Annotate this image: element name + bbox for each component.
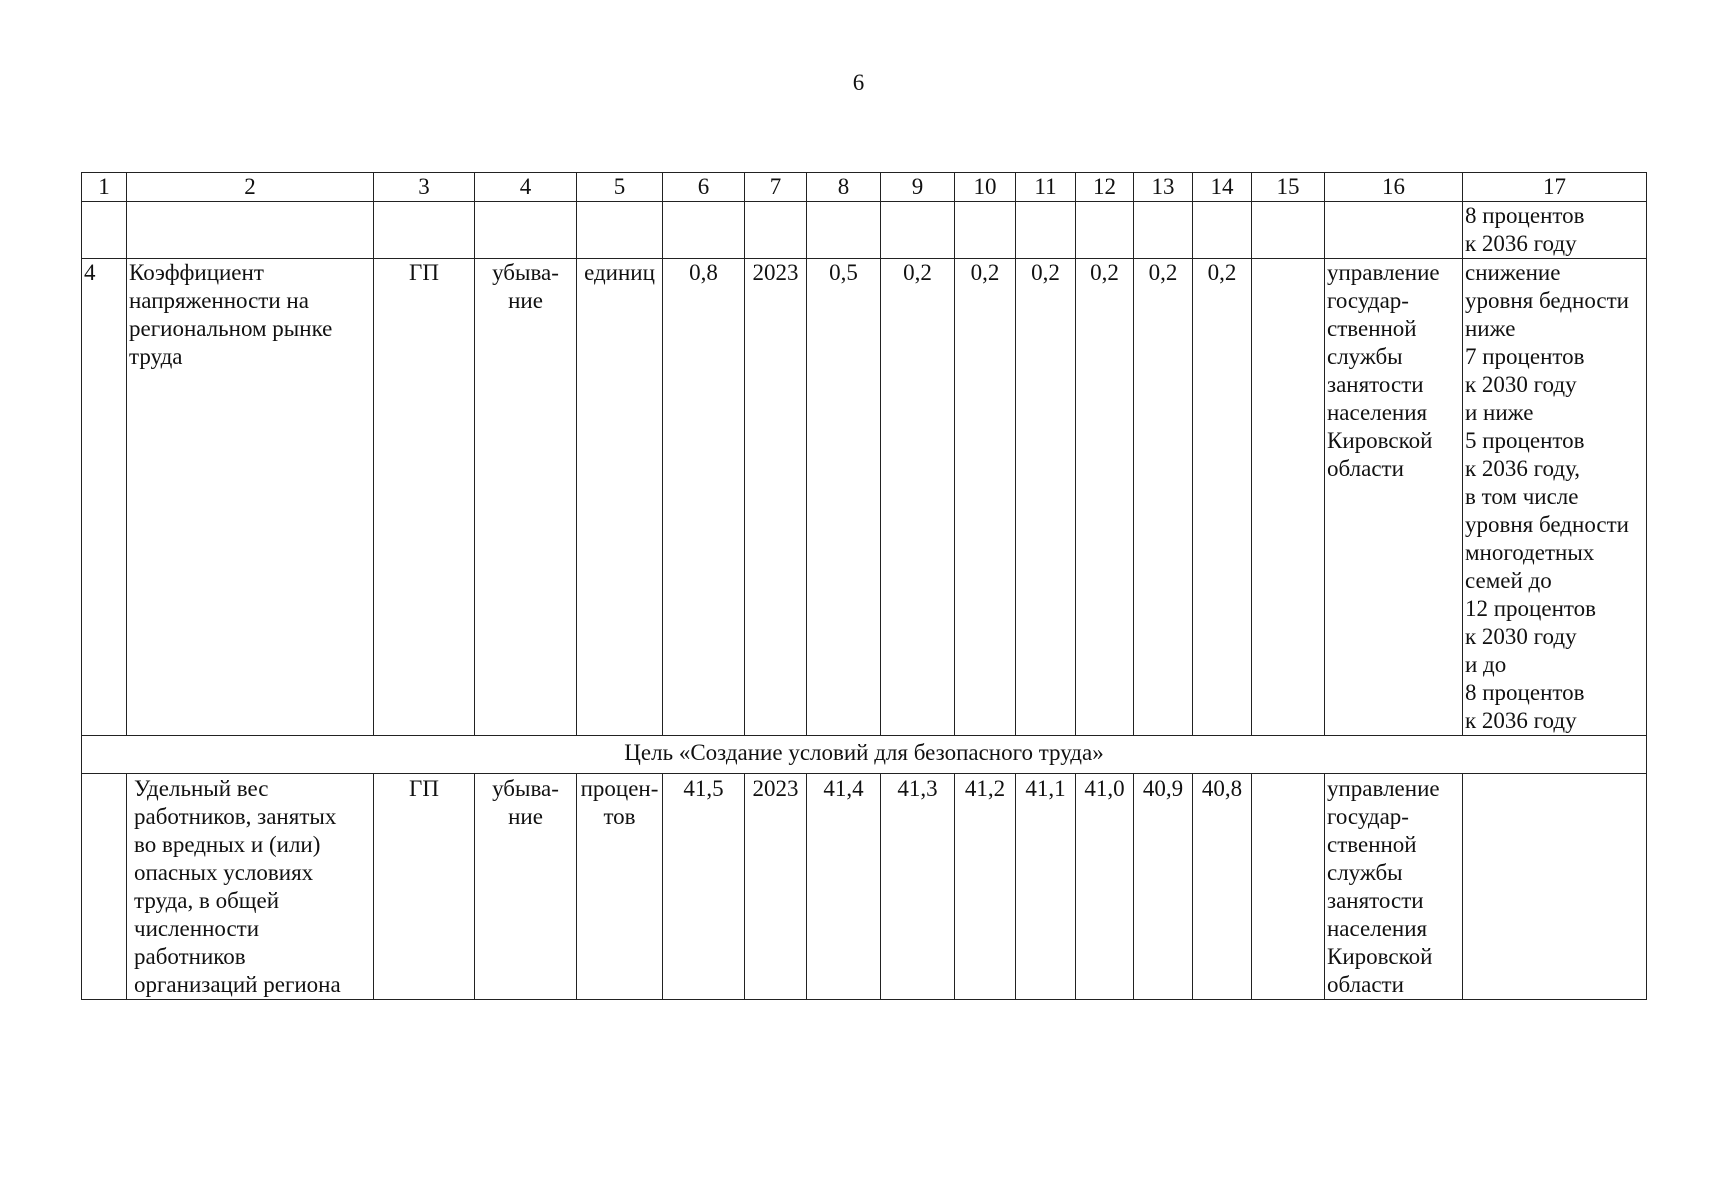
col-header-5: 5 [577, 173, 663, 202]
row-number: 4 [82, 259, 127, 736]
value-col-15 [1252, 259, 1325, 736]
col-header-15: 15 [1252, 173, 1325, 202]
col-header-13: 13 [1134, 173, 1193, 202]
value-col-12: 41,0 [1076, 774, 1134, 1000]
value-col-8: 41,4 [807, 774, 881, 1000]
indicators-table [81, 172, 1647, 1000]
value-col-10: 41,2 [955, 774, 1016, 1000]
col-header-3: 3 [374, 173, 475, 202]
col-header-7: 7 [745, 173, 807, 202]
indicator-level: ГП [374, 259, 475, 736]
table-cell [1016, 202, 1076, 259]
col-header-10: 10 [955, 173, 1016, 202]
base-year: 2023 [745, 259, 807, 736]
table-cell [1325, 202, 1463, 259]
value-col-11: 41,1 [1016, 774, 1076, 1000]
value-col-15 [1252, 774, 1325, 1000]
value-col-11: 0,2 [1016, 259, 1076, 736]
indicator-unit: единиц [577, 259, 663, 736]
base-year: 2023 [745, 774, 807, 1000]
col-header-9: 9 [881, 173, 955, 202]
value-col-9: 0,2 [881, 259, 955, 736]
base-value: 41,5 [663, 774, 745, 1000]
table-cell [1134, 202, 1193, 259]
table-cell [807, 202, 881, 259]
value-col-13: 0,2 [1134, 259, 1193, 736]
value-col-10: 0,2 [955, 259, 1016, 736]
indicator-trend: убыва- ние [475, 259, 577, 736]
table-cell [127, 202, 374, 259]
value-col-14: 40,8 [1193, 774, 1252, 1000]
responsible-body: управление государ- ственной службы занятости населения Кировской области [1325, 259, 1463, 736]
col-header-1: 1 [82, 173, 127, 202]
table-cell [577, 202, 663, 259]
continuation-row [82, 202, 1647, 259]
indicator-unit: процен- тов [577, 774, 663, 1000]
indicator-row-5 [82, 774, 1647, 1000]
value-col-12: 0,2 [1076, 259, 1134, 736]
col-header-16: 16 [1325, 173, 1463, 202]
indicator-level: ГП [374, 774, 475, 1000]
col-header-4: 4 [475, 173, 577, 202]
value-col-14: 0,2 [1193, 259, 1252, 736]
social-effect-cell: снижение уровня бедности ниже 7 процентов к 2030 году и ниже 5 процентов к 2036 году, в том числе уровня бедности многодетных семей до 12 процентов к 2030 году и до 8 процентов к 2036 году [1463, 259, 1647, 736]
table-cell [1076, 202, 1134, 259]
indicator-name: Коэффициент напряженности на региональном рынке труда [127, 259, 374, 736]
page-number: 6 [852, 70, 865, 95]
col-header-6: 6 [663, 173, 745, 202]
table-cell [955, 202, 1016, 259]
indicator-trend: убыва- ние [475, 774, 577, 1000]
col-header-2: 2 [127, 173, 374, 202]
responsible-body: управление государ- ственной службы занятости населения Кировской области [1325, 774, 1463, 1000]
goal-row [82, 736, 1647, 774]
table-cell [881, 202, 955, 259]
value-col-8: 0,5 [807, 259, 881, 736]
col-header-17: 17 [1463, 173, 1647, 202]
base-value: 0,8 [663, 259, 745, 736]
table-cell [1252, 202, 1325, 259]
table-cell [1193, 202, 1252, 259]
table-cell [663, 202, 745, 259]
indicator-name: Удельный вес работников, занятых во вредных и (или) опасных условиях труда, в общей численности работников организаций региона [127, 774, 374, 1000]
col-header-11: 11 [1016, 173, 1076, 202]
table-cell [475, 202, 577, 259]
social-effect-cell: 8 процентов к 2036 году [1463, 202, 1647, 259]
indicator-row-4 [82, 259, 1647, 736]
table-cell [374, 202, 475, 259]
col-header-8: 8 [807, 173, 881, 202]
table-cell [82, 202, 127, 259]
table-cell [745, 202, 807, 259]
goal-title: Цель «Создание условий для безопасного труда» [82, 736, 1647, 774]
column-number-row [82, 173, 1647, 202]
col-header-14: 14 [1193, 173, 1252, 202]
value-col-9: 41,3 [881, 774, 955, 1000]
value-col-13: 40,9 [1134, 774, 1193, 1000]
social-effect-cell [1463, 774, 1647, 1000]
col-header-12: 12 [1076, 173, 1134, 202]
row-number [82, 774, 127, 1000]
